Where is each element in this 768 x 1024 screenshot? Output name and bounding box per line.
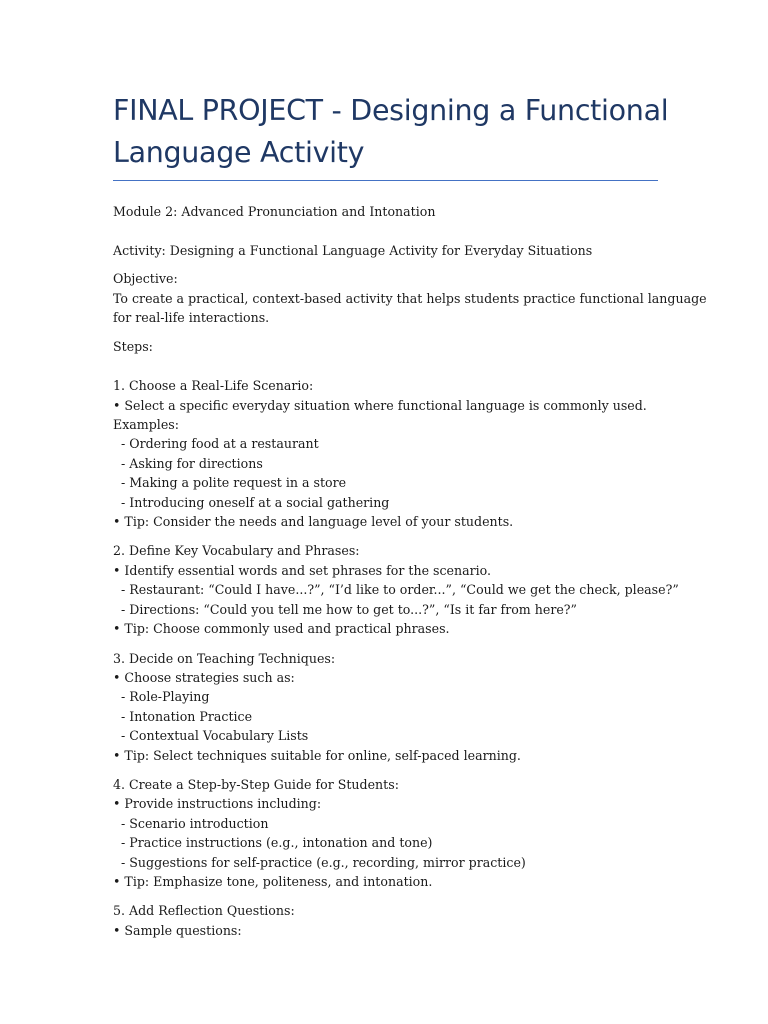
list-item: - Role-Playing: [113, 689, 210, 705]
step-bullet: • Sample questions:: [113, 922, 242, 938]
document-body: [113, 202, 707, 940]
step-1: [113, 376, 658, 531]
list-item: - Suggestions for self-practice (e.g., recording, mirror practice): [113, 854, 526, 870]
step-bullet: • Select a specific everyday situation where functional language is commonly used.: [113, 397, 647, 413]
list-item: - Ordering food at a restaurant: [113, 436, 319, 452]
document-page: [113, 90, 707, 940]
title-line-1: FINAL PROJECT - Designing a Functional: [113, 94, 669, 127]
list-item: - Making a polite request in a store: [113, 475, 347, 491]
step-heading: 5. Add Reflection Questions:: [113, 903, 295, 919]
list-item: - Contextual Vocabulary Lists: [113, 728, 309, 744]
objective-line-2: for real-life interactions.: [113, 310, 270, 326]
steps-label: Steps:: [113, 339, 153, 355]
examples-label: Examples:: [113, 417, 179, 433]
step-3: [113, 649, 658, 765]
objective-line-1: To create a practical, context-based activity that helps students practice functional language: [113, 290, 707, 306]
step-tip: • Tip: Select techniques suitable for online, self-paced learning.: [113, 747, 521, 763]
activity-line: Activity: Designing a Functional Language Activity for Everyday Situations: [113, 242, 593, 258]
step-4: [113, 775, 658, 891]
step-5: [113, 901, 658, 940]
list-item: - Scenario introduction: [113, 815, 269, 831]
module-line: Module 2: Advanced Pronunciation and Intonation: [113, 204, 436, 219]
list-item: - Directions: “Could you tell me how to get to...?”, “Is it far from here?”: [113, 601, 577, 617]
step-bullet: • Identify essential words and set phrases for the scenario.: [113, 562, 492, 578]
step-heading: 3. Decide on Teaching Techniques:: [113, 650, 336, 666]
list-item: - Practice instructions (e.g., intonation and tone): [113, 835, 433, 851]
list-item: - Intonation Practice: [113, 708, 253, 724]
list-item: - Asking for directions: [113, 455, 263, 471]
step-heading: 4. Create a Step-by-Step Guide for Students:: [113, 776, 399, 792]
step-tip: • Tip: Choose commonly used and practical phrases.: [113, 621, 450, 637]
document-title: [113, 90, 669, 181]
step-tip: • Tip: Emphasize tone, politeness, and intonation.: [113, 873, 433, 889]
step-heading: 2. Define Key Vocabulary and Phrases:: [113, 543, 360, 559]
objective-label: Objective:: [113, 271, 178, 287]
list-item: - Restaurant: “Could I have...?”, “I’d like to order...”, “Could we get the check, please?”: [113, 582, 679, 598]
step-heading: 1. Choose a Real-Life Scenario:: [113, 378, 314, 394]
title-line-2: Language Activity: [113, 136, 365, 169]
step-2: [113, 541, 679, 638]
list-item: - Introducing oneself at a social gathering: [113, 494, 390, 510]
step-bullet: • Choose strategies such as:: [113, 669, 295, 685]
step-tip: • Tip: Consider the needs and language level of your students.: [113, 514, 514, 530]
step-bullet: • Provide instructions including:: [113, 796, 322, 812]
